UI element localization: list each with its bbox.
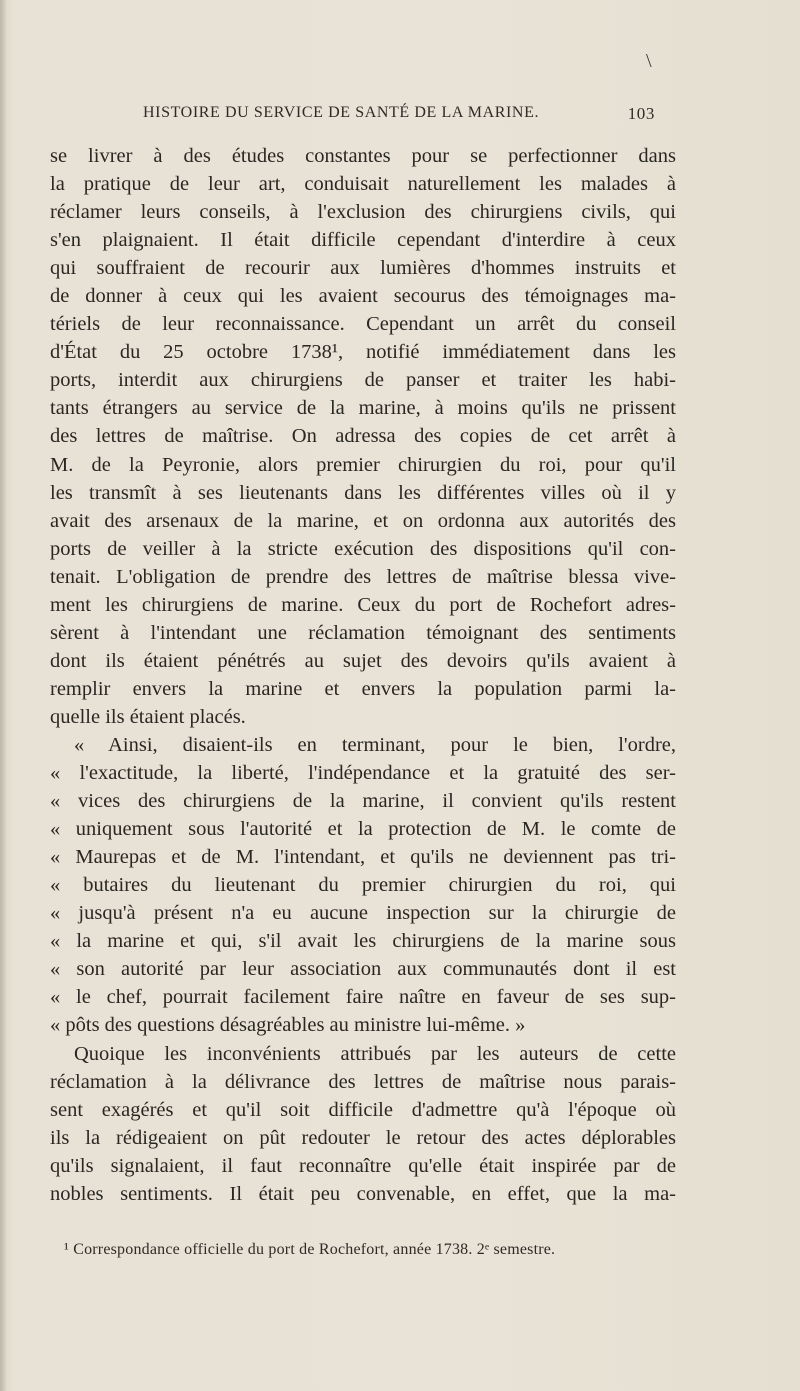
text-line: sèrent à l'intendant une réclamation témoignant des sentiments bbox=[50, 621, 676, 644]
text-line: avait des arsenaux de la marine, et on ordonna aux autorités des bbox=[50, 509, 676, 532]
text-line: ment les chirurgiens de marine. Ceux du port de Rochefort adres- bbox=[50, 593, 676, 616]
text-line: se livrer à des études constantes pour se perfectionner dans bbox=[50, 145, 676, 167]
text-line: « le chef, pourrait facilement faire naître en faveur de ses sup- bbox=[50, 986, 676, 1009]
running-title: HISTOIRE DU SERVICE DE SANTÉ DE LA MARINE. bbox=[143, 104, 540, 121]
corner-mark: \ bbox=[646, 50, 652, 72]
text-line: « uniquement sous l'autorité et la protection de M. le comte de bbox=[50, 818, 676, 841]
footnote: ¹ Correspondance officielle du port de Rochefort, année 1738. 2ᵉ semestre. bbox=[64, 1241, 556, 1258]
text-line: ports de veiller à la stricte exécution des dispositions qu'il con- bbox=[50, 537, 676, 560]
text-line: réclamation à la délivrance des lettres de maîtrise nous parais- bbox=[50, 1070, 676, 1093]
text-line: la pratique de leur art, conduisait naturellement les malades à bbox=[50, 173, 676, 196]
text-line: tériels de leur reconnaissance. Cependant un arrêt du conseil bbox=[50, 313, 676, 336]
text-line: « jusqu'à présent n'a eu aucune inspection sur la chirurgie de bbox=[50, 902, 676, 925]
text-line: de donner à ceux qui les avaient secourus des témoignages ma- bbox=[50, 285, 676, 308]
page-number: 103 bbox=[627, 104, 655, 123]
text-line: nobles sentiments. Il était peu convenable, en effet, que la ma- bbox=[50, 1182, 676, 1205]
text-line: tenait. L'obligation de prendre des lettres de maîtrise blessa vive- bbox=[50, 565, 676, 588]
text-line: d'État du 25 octobre 1738¹, notifié immédiatement dans les bbox=[50, 341, 676, 364]
text-line: ils la rédigeaient on pût redouter le retour des actes déplorables bbox=[50, 1126, 676, 1149]
text-line: « pôts des questions désagréables au ministre lui-même. » bbox=[50, 1014, 526, 1037]
text-line: remplir envers la marine et envers la population parmi la- bbox=[50, 677, 676, 700]
page-edge-shadow bbox=[0, 0, 6, 1391]
text-line: les transmît à ses lieutenants dans les différentes villes où il y bbox=[50, 481, 676, 504]
text-line: « Ainsi, disaient-ils en terminant, pour le bien, l'ordre, bbox=[74, 733, 676, 756]
text-line: des lettres de maîtrise. On adressa des copies de cet arrêt à bbox=[50, 425, 676, 448]
text-line: « la marine et qui, s'il avait les chirurgiens de la marine sous bbox=[50, 930, 676, 953]
text-line: « son autorité par leur association aux communautés dont il est bbox=[50, 958, 676, 981]
text-line: qui souffraient de recourir aux lumières d'hommes instruits et bbox=[50, 257, 676, 280]
text-line: qu'ils signalaient, il faut reconnaître qu'elle était inspirée par de bbox=[50, 1154, 676, 1177]
text-line: tants étrangers au service de la marine, à moins qu'ils ne prissent bbox=[50, 397, 676, 420]
text-line: réclamer leurs conseils, à l'exclusion des chirurgiens civils, qui bbox=[50, 201, 676, 224]
text-line: « butaires du lieutenant du premier chirurgien du roi, qui bbox=[50, 874, 676, 897]
body-text bbox=[50, 142, 676, 1208]
text-line: dont ils étaient pénétrés au sujet des devoirs qu'ils avaient à bbox=[50, 649, 676, 672]
text-line: Quoique les inconvénients attribués par les auteurs de cette bbox=[74, 1042, 676, 1065]
text-line: M. de la Peyronie, alors premier chirurgien du roi, pour qu'il bbox=[50, 453, 676, 476]
text-line: ports, interdit aux chirurgiens de panser et traiter les habi- bbox=[50, 369, 676, 392]
text-line: « Maurepas et de M. l'intendant, et qu'ils ne deviennent pas tri- bbox=[50, 846, 676, 869]
text-line: « l'exactitude, la liberté, l'indépendance et la gratuité des ser- bbox=[50, 762, 676, 785]
text-line: s'en plaignaient. Il était difficile cependant d'interdire à ceux bbox=[50, 229, 676, 252]
text-line: « vices des chirurgiens de la marine, il convient qu'ils restent bbox=[50, 790, 676, 813]
page-header bbox=[143, 104, 655, 128]
text-line: sent exagérés et qu'il soit difficile d'admettre qu'à l'époque où bbox=[50, 1098, 676, 1121]
text-line: quelle ils étaient placés. bbox=[50, 705, 246, 728]
